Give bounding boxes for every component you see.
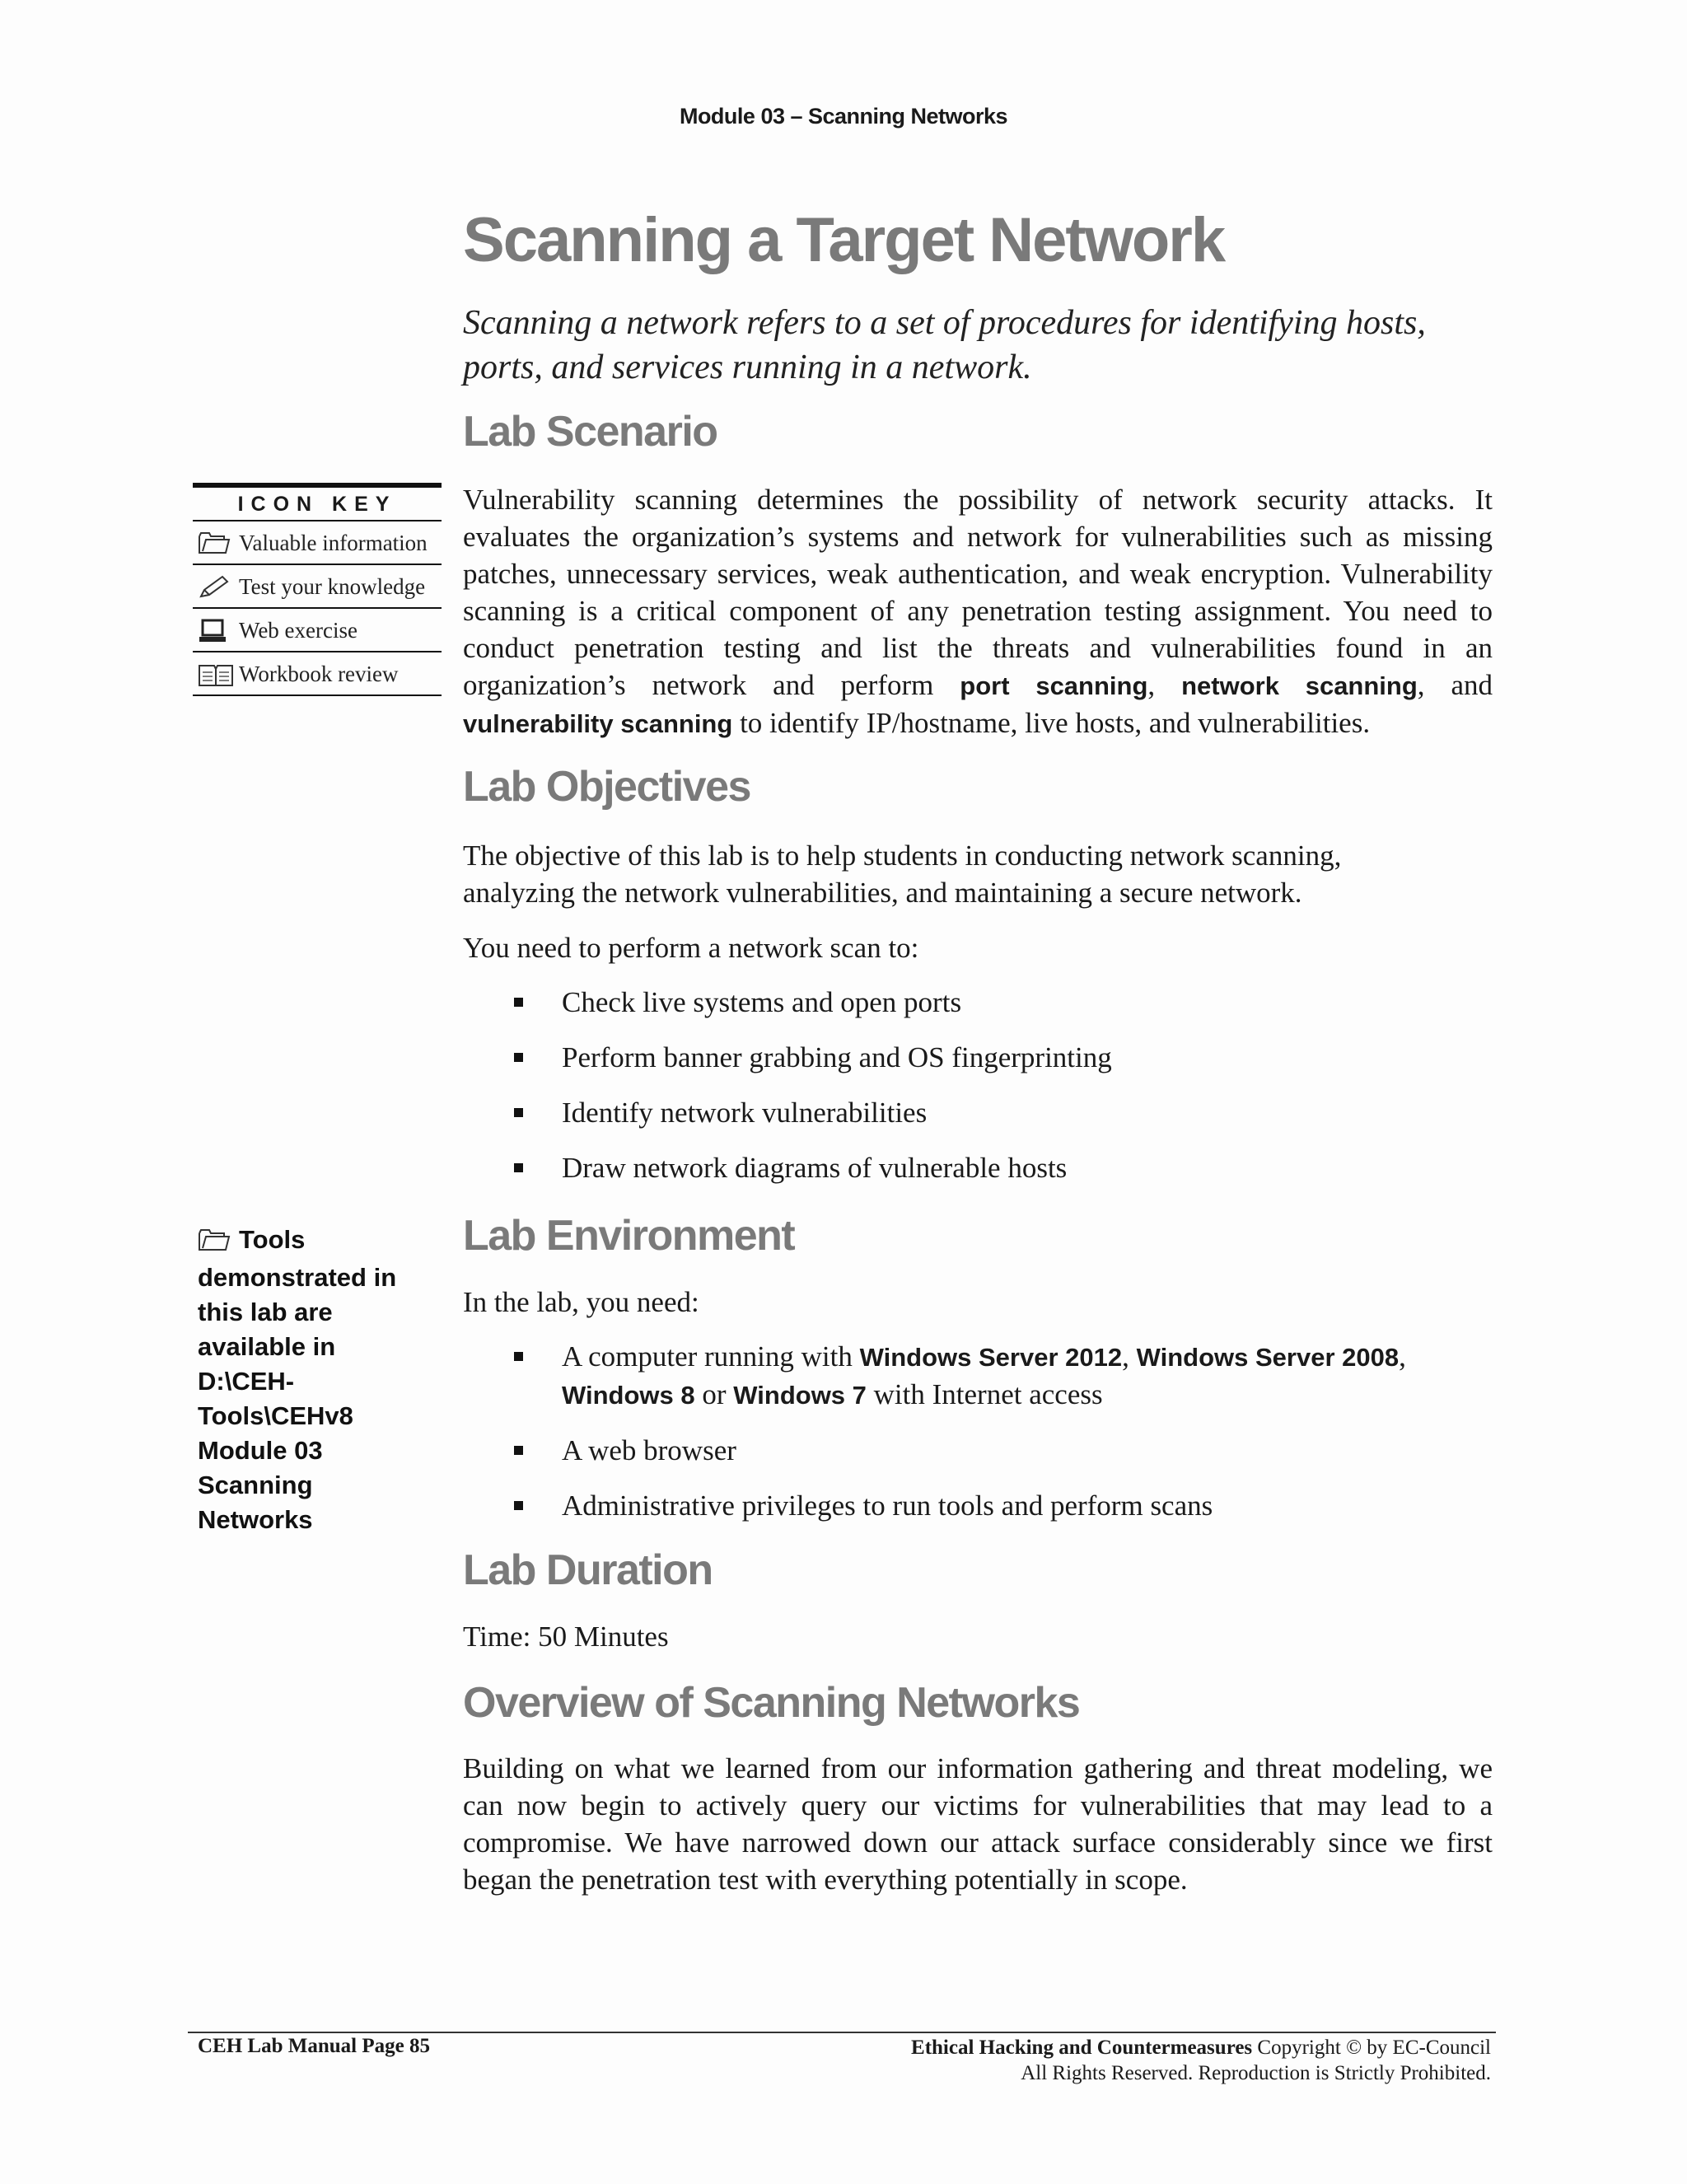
footer-rule — [188, 2032, 1496, 2033]
sidenote-text: Tools demonstrated in this lab are available in D:\CEH-Tools\CEHv8 Module 03 Scanning Networks — [198, 1225, 397, 1534]
env-text-part: or — [694, 1378, 734, 1410]
list-item: Draw network diagrams of vulnerable hosts — [463, 1149, 1493, 1186]
list-item: Identify network vulnerabilities — [463, 1094, 1493, 1131]
env-text-part: A computer running with — [562, 1340, 860, 1373]
footer-copyright — [911, 2035, 1491, 2086]
env-text-part: with Internet access — [866, 1378, 1103, 1410]
lab-objectives-text: The objective of this lab is to help students in conducting network scanning, analyzing the network vulnerabilities, and maintaining a secure network. — [463, 839, 1342, 909]
icon-key-item — [193, 521, 442, 565]
lab-duration-text: Time: 50 Minutes — [463, 1620, 669, 1653]
scenario-text-part: , and — [1417, 669, 1493, 701]
page-subtitle: Scanning a network refers to a set of procedures for identifying hosts, ports, and services running in a network. — [463, 304, 1426, 386]
env-bold-term: Windows 8 — [562, 1381, 695, 1410]
scenario-bold-term: port scanning — [960, 671, 1148, 700]
page-title: Scanning a Target Network — [463, 205, 1225, 275]
objectives-list — [463, 984, 1493, 1186]
footer-copyright-text: Copyright © by EC-Council — [1252, 2037, 1491, 2059]
lab-duration-heading: Lab Duration — [463, 1546, 713, 1594]
icon-key-item — [193, 652, 442, 696]
computer-icon — [198, 617, 239, 643]
overview-text: Building on what we learned from our information gathering and threat modeling, we can now begin to actively query our victims for vulnerabilities that may lead to a compromise. We have narrowed down our attack surface considerably since we first began the penetration test with everything potentially in scope. — [463, 1752, 1493, 1896]
icon-key-label: Web exercise — [239, 618, 357, 643]
scenario-text-part: to identify IP/hostname, live hosts, and vulnerabilities. — [732, 707, 1371, 739]
list-item: Administrative privileges to run tools and perform scans — [463, 1487, 1493, 1524]
list-item: Check live systems and open ports — [463, 984, 1493, 1021]
icon-key-item — [193, 565, 442, 609]
pencil-icon — [198, 573, 239, 600]
scenario-text-part: Vulnerability scanning determines the possibility of network security attacks. It evaluates the organization’s systems and network for vulnerabilities such as missing patches, unnecessary services, weak authentication, and weak encryption. Vulnerability scanning is a critical component of any penetration testing assignment. You need to conduct penetration testing and list the threats and vulnerabilities found in an organization’s network and perform — [463, 484, 1493, 701]
icon-key-title: ICON KEY — [193, 488, 442, 521]
icon-key — [193, 483, 442, 696]
book-icon — [198, 661, 239, 687]
footer-title: Ethical Hacking and Countermeasures — [911, 2037, 1253, 2059]
tools-sidenote — [198, 1223, 428, 1537]
scenario-text-part: , — [1147, 669, 1182, 701]
env-text-part: , — [1122, 1340, 1137, 1373]
footer-copyright-line2: All Rights Reserved. Reproduction is Strictly Prohibited. — [1021, 2062, 1491, 2084]
footer-page-label: CEH Lab Manual Page 85 — [198, 2035, 430, 2057]
lab-objectives-intro: You need to perform a network scan to: — [463, 932, 919, 964]
lab-objectives-heading: Lab Objectives — [463, 763, 750, 811]
icon-key-item — [193, 609, 442, 652]
env-text-part: , — [1399, 1340, 1406, 1373]
env-bold-term: Windows Server 2008 — [1136, 1343, 1400, 1372]
folder-icon — [198, 530, 239, 554]
footer-copyright-line1 — [911, 2035, 1491, 2060]
lab-environment-intro: In the lab, you need: — [463, 1286, 699, 1318]
env-bold-term: Windows Server 2012 — [859, 1343, 1123, 1372]
icon-key-label: Test your knowledge — [239, 574, 426, 599]
overview-heading: Overview of Scanning Networks — [463, 1679, 1080, 1727]
scenario-bold-term: vulnerability scanning — [463, 709, 733, 738]
list-item: Perform banner grabbing and OS fingerprinting — [463, 1039, 1493, 1076]
folder-icon — [198, 1226, 232, 1260]
environment-list — [463, 1338, 1493, 1524]
running-header: Module 03 – Scanning Networks — [679, 104, 1008, 129]
env-bold-term: Windows 7 — [733, 1381, 867, 1410]
scenario-bold-term: network scanning — [1181, 671, 1418, 700]
icon-key-label: Workbook review — [239, 662, 399, 686]
lab-environment-heading: Lab Environment — [463, 1212, 795, 1260]
icon-key-label: Valuable information — [239, 531, 428, 555]
list-item — [463, 1338, 1493, 1414]
lab-scenario-text — [463, 481, 1493, 742]
list-item: A web browser — [463, 1432, 1493, 1469]
lab-scenario-heading: Lab Scenario — [463, 408, 717, 456]
